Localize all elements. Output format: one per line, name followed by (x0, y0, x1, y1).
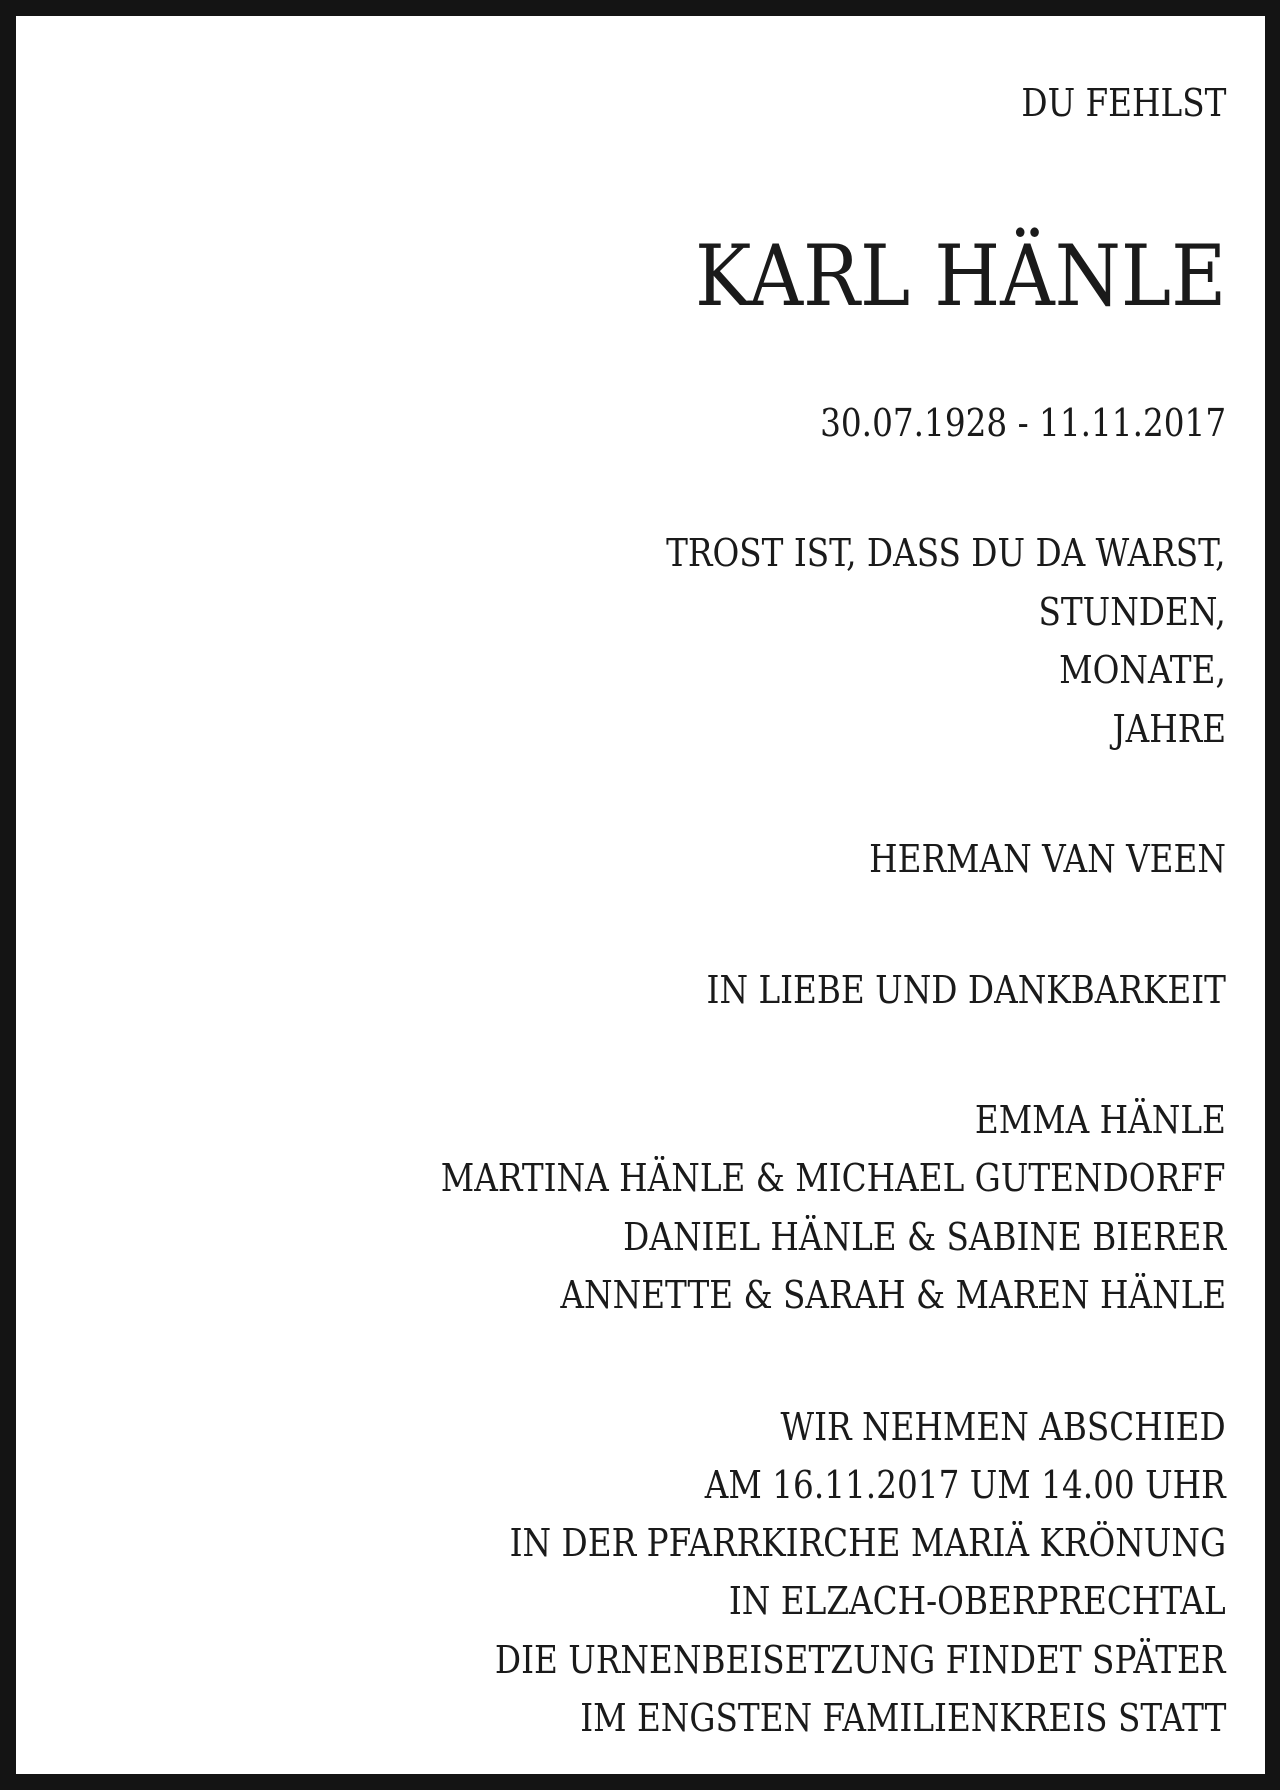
ceremony-line: AM 16.11.2017 UM 14.00 UHR (705, 1463, 1226, 1507)
ceremony-line: DIE URNENBEISETZUNG FINDET SPÄTER (495, 1638, 1226, 1682)
obituary-notice-content (32, 32, 1280, 1790)
quote-line: JAHRE (1112, 707, 1226, 751)
dedication: IN LIEBE UND DANKBARKEIT (706, 968, 1226, 1012)
notice-heading: DU FEHLST (1020, 81, 1226, 125)
mourner-line: MARTINA HÄNLE & MICHAEL GUTENDORFF (441, 1156, 1226, 1200)
ceremony-line: IN ELZACH-OBERPRECHTAL (729, 1579, 1226, 1623)
mourner-line: DANIEL HÄNLE & SABINE BIERER (623, 1215, 1226, 1259)
quote-author: HERMAN VAN VEEN (869, 837, 1226, 881)
deceased-name: KARL HÄNLE (694, 227, 1226, 325)
mourner-line: EMMA HÄNLE (974, 1098, 1226, 1142)
life-dates: 30.07.1928 - 11.11.2017 (819, 401, 1226, 445)
ceremony-line: IN DER PFARRKIRCHE MARIÄ KRÖNUNG (509, 1521, 1226, 1565)
quote-line: MONATE, (1059, 648, 1226, 692)
quote-line: TROST IST, DASS DU DA WARST, (666, 531, 1226, 575)
ceremony-line: IM ENGSTEN FAMILIENKREIS STATT (579, 1696, 1226, 1740)
quote-line: STUNDEN, (1038, 590, 1226, 634)
ceremony-line: WIR NEHMEN ABSCHIED (780, 1405, 1226, 1449)
mourner-line: ANNETTE & SARAH & MAREN HÄNLE (560, 1273, 1226, 1317)
